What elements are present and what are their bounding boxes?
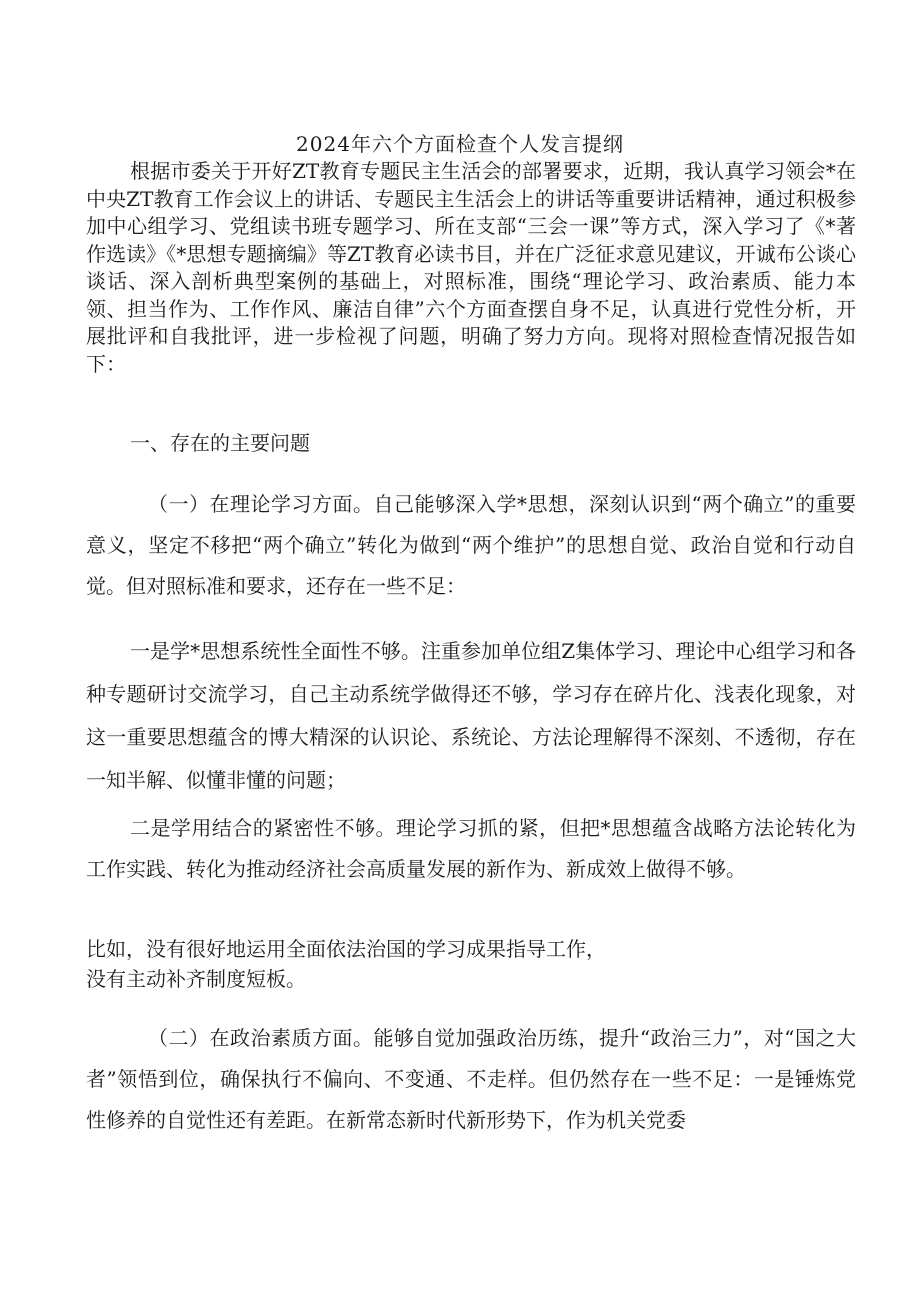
theory-point-1-paragraph: 一是学*思想系统性全面性不够。注重参加单位组Z集体学习、理论中心组学习和各种专题研讨交流学习，自己主动系统学做得还不够，学习存在碎片化、浅表化现象，对这一重要思想蕴含的博大精深的认识论、系统论、方法论理解得不深刻、不透彻，存在一知半解、似懂非懂的问题； — [86, 639, 856, 792]
section-theory-study-paragraph: （一）在理论学习方面。自己能够深入学*思想，深刻认识到“两个确立”的重要意义，坚定不移把“两个确立”转化为做到“两个维护”的思想自觉、政治自觉和行动自觉。但对照标准和要求，还存在一些不足： — [86, 492, 856, 598]
intro-paragraph: 根据市委关于开好ZT教育专题民主生活会的部署要求，近期，我认真学习领会*在中央ZT教育工作会议上的讲话、专题民主生活会上的讲话等重要讲话精神，通过积极参加中心组学习、党组读书班专题学习、所在支部“三会一课”等方式，深入学习了《*著作选读》《*思想专题摘编》等ZT教育必读书目，并在广泛征求意见建议，开诚布公谈心谈话、深入剖析典型案例的基础上，对照标准，围绕“理论学习、政治素质、能力本领、担当作为、工作作风、廉洁自律”六个方面查摆自身不足，认真进行党性分析，开展批评和自我批评，进一步检视了问题，明确了努力方向。现将对照检查情况报告如下： — [86, 159, 856, 376]
document-title: 2024年六个方面检查个人发言提纲 — [296, 132, 624, 156]
continuation-line-2: 没有主动补齐制度短板。 — [86, 967, 306, 991]
theory-point-2-continuation — [86, 934, 856, 994]
continuation-line-1: 比如，没有很好地运用全面依法治国的学习成果指导工作， — [86, 937, 606, 961]
theory-point-2-paragraph: 二是学用结合的紧密性不够。理论学习抓的紧，但把*思想蕴含战略方法论转化为工作实践、转化为推动经济社会高质量发展的新作为、新成效上做得不够。 — [86, 816, 856, 881]
section-political-quality-paragraph: （二）在政治素质方面。能够自觉加强政治历练，提升“政治三力”，对“国之大者”领悟到位，确保执行不偏向、不变通、不走样。但仍然存在一些不足：一是锤炼党性修养的自觉性还有差距。在新常态新时代新形势下，作为机关党委 — [86, 1026, 856, 1132]
section-heading-main-problems: 一、存在的主要问题 — [130, 431, 310, 455]
